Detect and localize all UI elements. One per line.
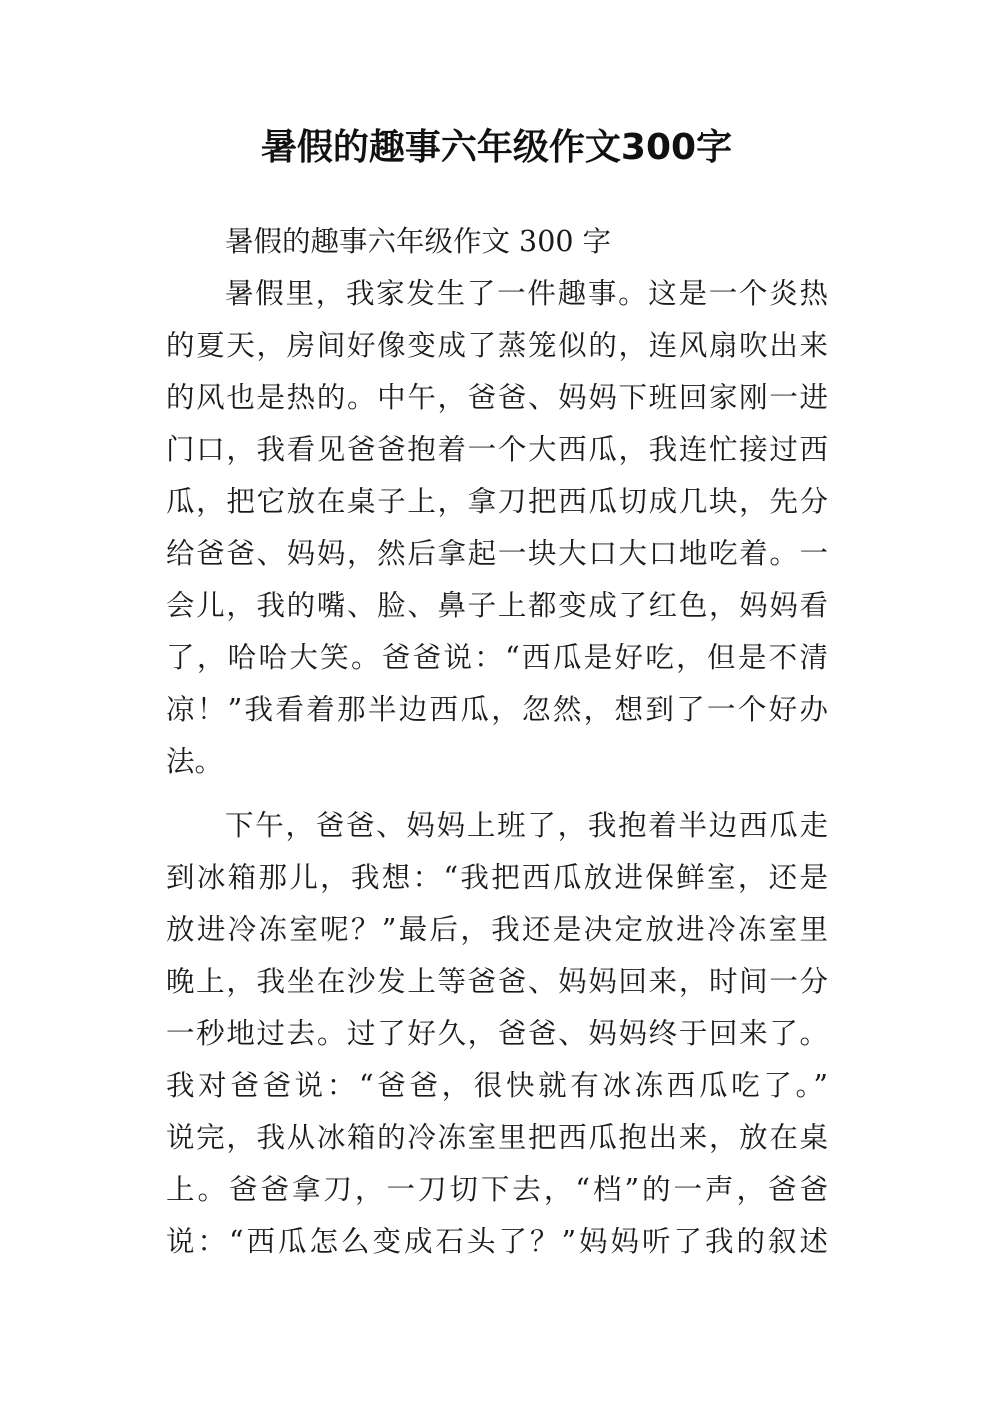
text-line: 上。爸爸拿刀，一刀切下去，“档”的一声，爸爸 xyxy=(166,1173,828,1206)
document-title: 暑假的趣事六年级作文300字 xyxy=(260,127,733,168)
text-line: 法。 xyxy=(166,745,224,778)
text-line: 了，哈哈大笑。爸爸说：“西瓜是好吃，但是不清 xyxy=(166,641,828,674)
text-line: 下午，爸爸、妈妈上班了，我抱着半边西瓜走 xyxy=(225,809,828,842)
paragraph-1 xyxy=(166,268,828,788)
text-line: 的风也是热的。中午，爸爸、妈妈下班回家刚一进 xyxy=(166,381,828,414)
text-line: 说完，我从冰箱的冷冻室里把西瓜抱出来，放在桌 xyxy=(166,1121,828,1154)
paragraph-2 xyxy=(166,800,828,1268)
text-line: 会儿，我的嘴、脸、鼻子上都变成了红色，妈妈看 xyxy=(166,589,828,622)
text-line: 凉！”我看着那半边西瓜，忽然，想到了一个好办 xyxy=(166,693,828,726)
document-body xyxy=(166,216,828,1268)
text-line: 到冰箱那儿，我想：“我把西瓜放进保鲜室，还是 xyxy=(166,861,828,894)
text-line: 放进冷冻室呢？”最后，我还是决定放进冷冻室里 xyxy=(166,913,828,946)
text-line: 我对爸爸说：“爸爸，很快就有冰冻西瓜吃了。” xyxy=(166,1069,828,1102)
subtitle-line: 暑假的趣事六年级作文 300 字 xyxy=(225,225,612,258)
text-line: 瓜，把它放在桌子上，拿刀把西瓜切成几块，先分 xyxy=(166,485,828,518)
text-line: 一秒地过去。过了好久，爸爸、妈妈终于回来了。 xyxy=(166,1017,828,1050)
text-line: 给爸爸、妈妈，然后拿起一块大口大口地吃着。一 xyxy=(166,537,828,570)
text-line: 暑假里，我家发生了一件趣事。这是一个炎热 xyxy=(225,277,828,310)
text-line: 的夏天，房间好像变成了蒸笼似的，连风扇吹出来 xyxy=(166,329,828,362)
text-line: 说：“西瓜怎么变成石头了？”妈妈听了我的叙述 xyxy=(166,1225,828,1258)
text-line: 门口，我看见爸爸抱着一个大西瓜，我连忙接过西 xyxy=(166,433,828,466)
text-line: 晚上，我坐在沙发上等爸爸、妈妈回来，时间一分 xyxy=(166,965,828,998)
